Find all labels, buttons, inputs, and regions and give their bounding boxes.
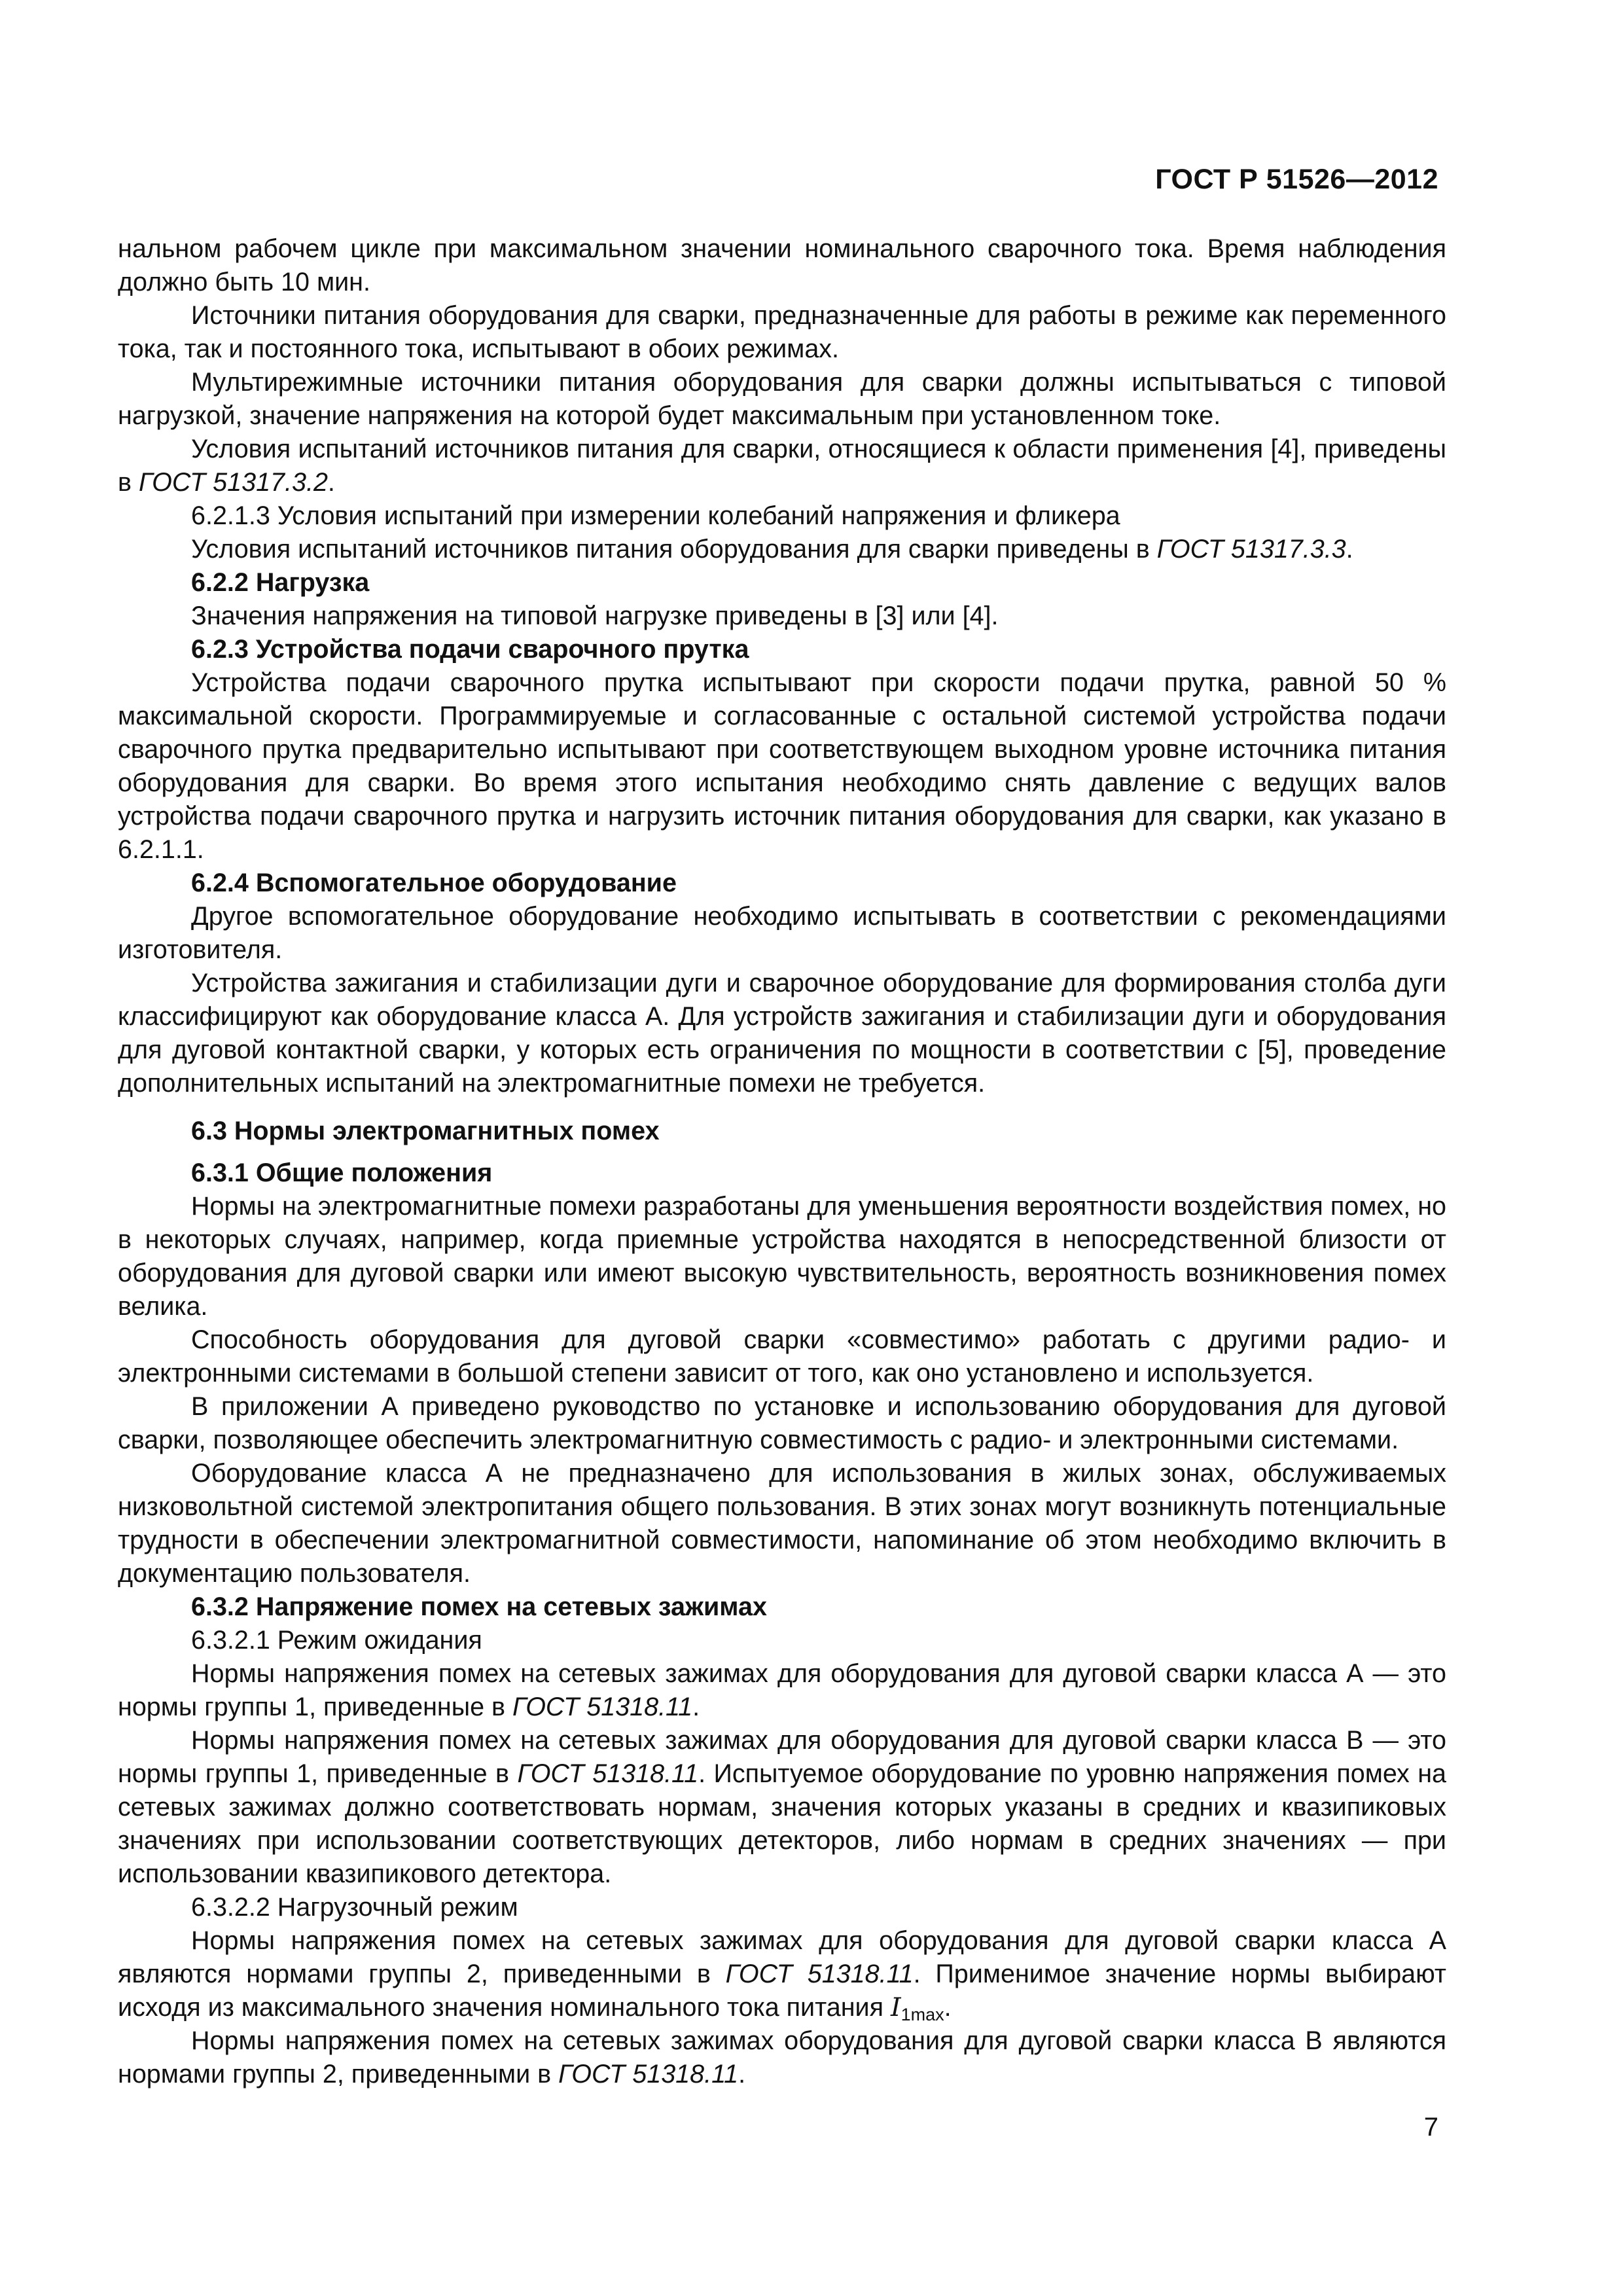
paragraph xyxy=(118,433,1446,499)
paragraph xyxy=(118,1924,1446,2024)
page-number: 7 xyxy=(1423,2113,1438,2142)
paragraph-text: . Испытуемое оборудование по уровню напряжения помех на сетевых зажимах должно соответствовать нормам, значения которых указаны в средних и квазипиковых значениях при использовании соответствующих детекторов, либо нормам в средних значениях — при использовании квазипикового детектора. xyxy=(118,1759,1446,1888)
standard-reference: ГОСТ 51317.3.3 xyxy=(1156,535,1346,564)
paragraph: Способность оборудования для дуговой сварки «совместимо» работать с другими радио- и электронными системами в большой степени зависит от того, как оно установлено и используется. xyxy=(118,1325,1446,1388)
paragraph-text: Нормы напряжения помех на сетевых зажимах оборудования для дуговой сварки класса В являются нормами группы 2, приведенными в xyxy=(118,2026,1446,2089)
section-heading: 6.2.3 Устройства подачи сварочного прутка xyxy=(191,635,749,664)
standard-reference: ГОСТ 51317.3.2 xyxy=(138,468,328,497)
standard-reference: ГОСТ 51318.11 xyxy=(725,1960,914,1988)
document-body xyxy=(118,232,1446,2091)
paragraph-text: . xyxy=(327,468,335,497)
subclause-heading: 6.3.2.2 Нагрузочный режим xyxy=(191,1893,518,1922)
paragraph-text: . xyxy=(692,1693,700,1721)
paragraph xyxy=(118,533,1446,566)
section-heading: 6.2.2 Нагрузка xyxy=(191,568,370,597)
paragraph: Мультирежимные источники питания оборудования для сварки должны испытываться с типовой нагрузкой, значение напряжения на которой будет максимальным при установленном токе. xyxy=(118,368,1446,430)
subclause-heading: 6.3.2.1 Режим ожидания xyxy=(191,1626,482,1655)
section-heading: 6.3.1 Общие положения xyxy=(191,1158,493,1187)
paragraph-text: Нормы напряжения помех на сетевых зажимах для оборудования для дуговой сварки класса В — это нормы группы 1, приведенные в xyxy=(118,1726,1446,1788)
paragraph-text: Нормы напряжения помех на сетевых зажимах для оборудования для дуговой сварки класса А являются нормами группы 2, приведенными в xyxy=(118,1926,1446,1988)
paragraph xyxy=(118,2024,1446,2091)
paragraph: Значения напряжения на типовой нагрузке приведены в [3] или [4]. xyxy=(191,601,999,630)
subclause-heading: 6.2.1.3 Условия испытаний при измерении колебаний напряжения и фликера xyxy=(191,501,1120,530)
section-heading: 6.2.4 Вспомогательное оборудование xyxy=(191,869,677,897)
section-heading: 6.3.2 Напряжение помех на сетевых зажимах xyxy=(191,1592,767,1621)
paragraph-text: . xyxy=(944,1993,952,2022)
paragraph: Устройства подачи сварочного прутка испытывают при скорости подачи прутка, равной 50 % максимальной скорости. Программируемые и согласованные с остальной системой устройства подачи сварочного прутка предварительно испытывают при соответствующем выходном уровне источника питания оборудования для сварки. Во время этого испытания необходимо снять давление с ведущих валов устройства подачи сварочного прутка и нагрузить источник питания оборудования для сварки, как указано в 6.2.1.1. xyxy=(118,668,1446,864)
paragraph-text: Условия испытаний источников питания оборудования для сварки приведены в xyxy=(191,535,1157,564)
document-header: ГОСТ Р 51526—2012 xyxy=(1155,164,1438,195)
paragraph: Источники питания оборудования для сварки, предназначенные для работы в режиме как переменного тока, так и постоянного тока, испытывают в обоих режимах. xyxy=(118,301,1446,363)
paragraph xyxy=(118,1724,1446,1891)
current-subscript: 1max xyxy=(901,2005,944,2024)
paragraph: Устройства зажигания и стабилизации дуги и сварочное оборудование для формирования столба дуги классифицируют как оборудование класса А. Для устройств зажигания и стабилизации дуги и оборудования для дуговой контактной сварки, у которых есть ограничения по мощности в соответствии с [5], проведение дополнительных испытаний на электромагнитные помехи не требуется. xyxy=(118,969,1446,1098)
paragraph: Нормы на электромагнитные помехи разработаны для уменьшения вероятности воздействия помех, но в некоторых случаях, например, когда приемные устройства находятся в непосредственной близости от оборудования для дуговой сварки или имеют высокую чувствительность, вероятность возникновения помех велика. xyxy=(118,1192,1446,1321)
standard-reference: ГОСТ 51318.11 xyxy=(558,2060,739,2089)
section-heading: 6.3 Нормы электромагнитных помех xyxy=(191,1117,660,1145)
paragraph-text: . xyxy=(738,2060,746,2089)
paragraph-text: Нормы напряжения помех на сетевых зажимах для оборудования для дуговой сварки класса А — это нормы группы 1, приведенные в xyxy=(118,1659,1446,1721)
paragraph-text: . Применимое значение нормы выбирают исходя из максимального значения номинального тока питания xyxy=(118,1960,1446,2022)
paragraph: Другое вспомогательное оборудование необходимо испытывать в соответствии с рекомендациями изготовителя. xyxy=(118,902,1446,964)
paragraph: Оборудование класса А не предназначено для использования в жилых зонах, обслуживаемых низковольтной системой электропитания общего пользования. В этих зонах могут возникнуть потенциальные трудности в обеспечении электромагнитной совместимости, напоминание об этом необходимо включить в документацию пользователя. xyxy=(118,1459,1446,1588)
paragraph: нальном рабочем цикле при максимальном значении номинального сварочного тока. Время наблюдения должно быть 10 мин. xyxy=(118,234,1446,296)
standard-reference: ГОСТ 51318.11 xyxy=(517,1759,699,1788)
paragraph xyxy=(118,1657,1446,1724)
paragraph-text: . xyxy=(1346,535,1353,564)
standard-reference: ГОСТ 51318.11 xyxy=(512,1693,693,1721)
paragraph: В приложении А приведено руководство по установке и использованию оборудования для дуговой сварки, позволяющее обеспечить электромагнитную совместимость с радио- и электронными системами. xyxy=(118,1392,1446,1454)
current-symbol: I xyxy=(890,1992,901,2022)
paragraph-text: Условия испытаний источников питания для сварки, относящиеся к области применения [4], приведены в xyxy=(118,435,1446,497)
